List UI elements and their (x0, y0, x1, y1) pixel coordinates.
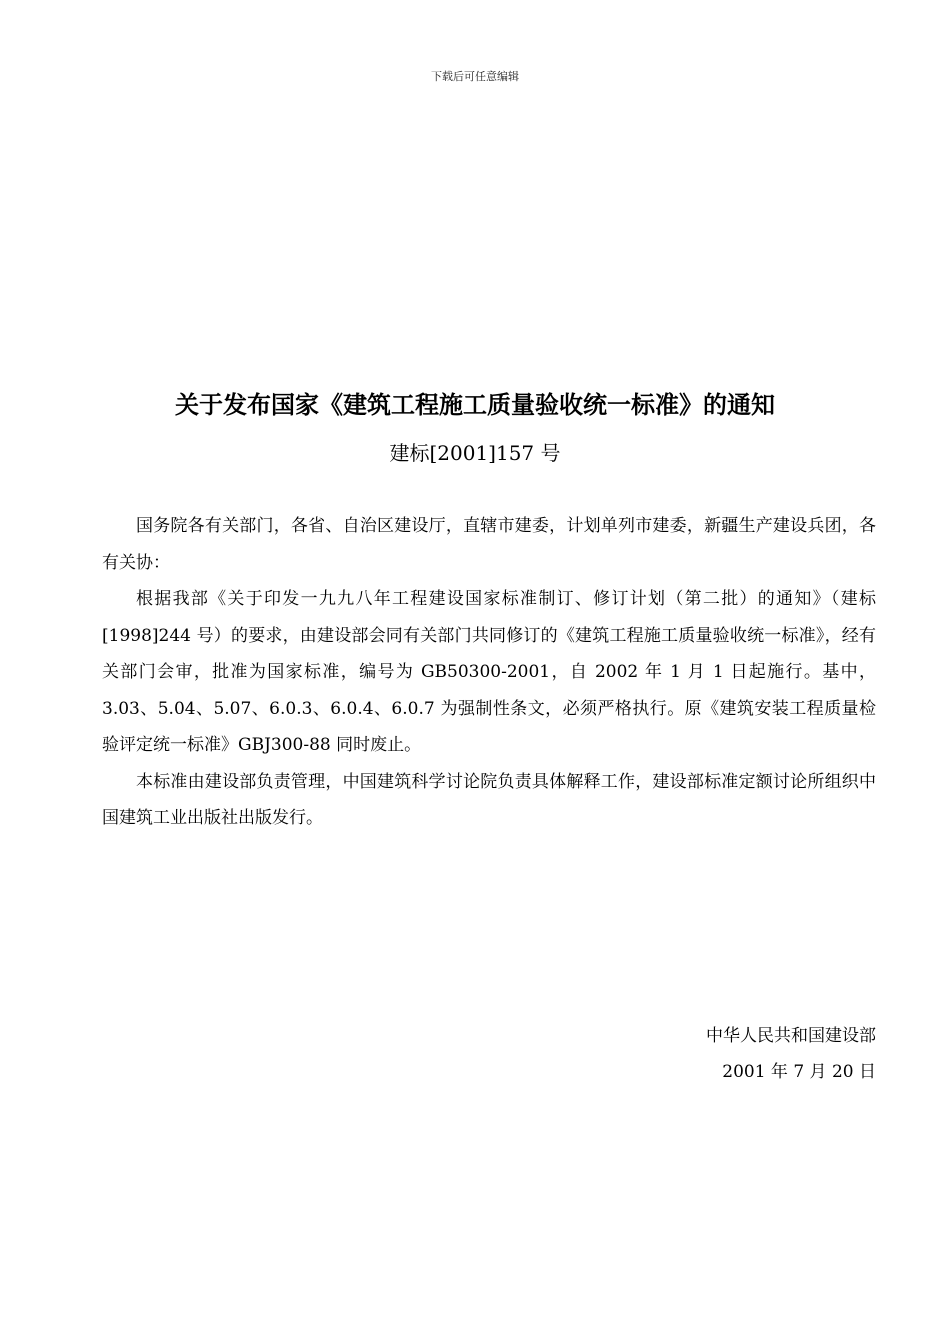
document-number: 建标[2001]157 号 (389, 441, 561, 465)
document-body (102, 508, 876, 837)
signature-block (500, 1018, 876, 1090)
document-title: 关于发布国家《建筑工程施工质量验收统一标准》的通知 (175, 390, 775, 419)
header-note: 下载后可任意编辑 (431, 70, 519, 83)
body-paragraph-2: 本标准由建设部负责管理，中国建筑科学讨论院负责具体解释工作，建设部标准定额讨论所组织中国建筑工业出版社出版发行。 (102, 771, 876, 828)
issuer-name: 中华人民共和国建设部 (706, 1026, 876, 1046)
addressee-paragraph: 国务院各有关部门，各省、自治区建设厅，直辖市建委，计划单列市建委，新疆生产建设兵团，各有关协： (102, 516, 876, 573)
body-paragraph-1: 根据我部《关于印发一九九八年工程建设国家标准制订、修订计划（第二批）的通知》（建标[1998]244 号）的要求，由建设部会同有关部门共同修订的《建筑工程施工质量验收统一标准》，经有关部门会审，批准为国家标准，编号为 GB50300-2001，自 2002 年 1 月 1 日起施行。基中，3.03、5.04、5.07、6.0.3、6.0.4、6.0.7 为强制性条文，必须严格执行。原《建筑安装工程质量检验评定统一标准》GBJ300-88 同时废止。 (102, 589, 876, 755)
issue-date: 2001 年 7 月 20 日 (722, 1062, 876, 1082)
